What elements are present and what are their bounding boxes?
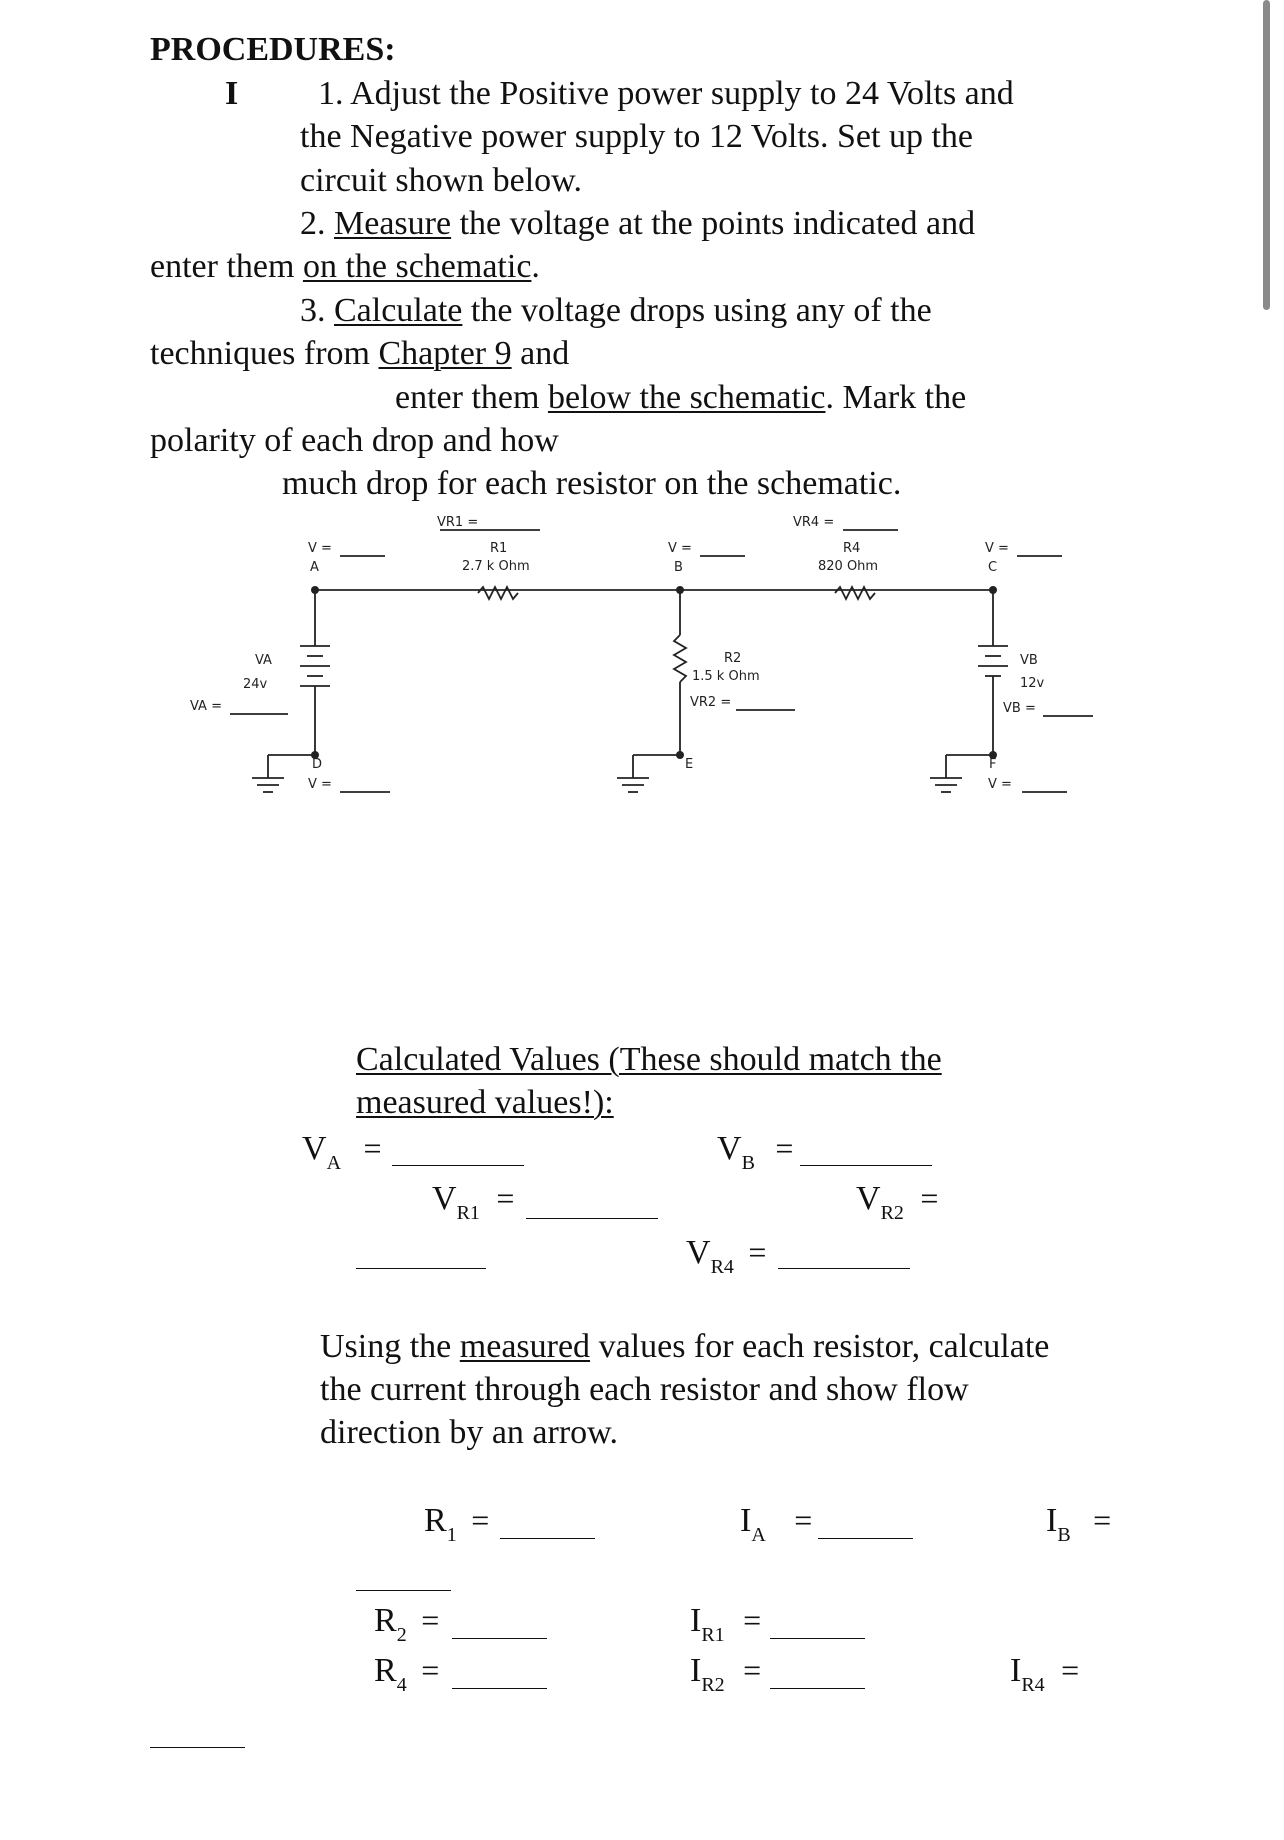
r2-main: R bbox=[374, 1602, 397, 1639]
r4-blank bbox=[452, 1688, 547, 1689]
current-measured-word: measured bbox=[459, 1328, 591, 1365]
calc-va-equals: = bbox=[363, 1130, 382, 1166]
node-e-letter: E bbox=[685, 757, 694, 772]
calc-vr2-blank bbox=[356, 1268, 486, 1269]
calc-vr2-main: V bbox=[856, 1180, 881, 1217]
current-line1-start: Using the bbox=[320, 1328, 460, 1365]
r1-name: R1 bbox=[490, 541, 508, 556]
vb-node-letter: B bbox=[674, 560, 683, 575]
r1-value-label bbox=[424, 1500, 489, 1545]
ir4-equals: = bbox=[1061, 1652, 1080, 1688]
ia-blank bbox=[818, 1538, 913, 1539]
ia-sub: A bbox=[751, 1524, 766, 1546]
va-node-v-label: V = bbox=[308, 541, 332, 556]
source-a-name: VA bbox=[255, 653, 272, 668]
calc-vr2-sub: R2 bbox=[880, 1202, 904, 1224]
calculated-title-line1: Calculated Values (These should match the bbox=[356, 1041, 942, 1078]
r4-zigzag bbox=[835, 587, 875, 599]
calc-vr4-equals: = bbox=[748, 1234, 767, 1270]
current-instructions-line2: the current through each resistor and show flow bbox=[320, 1371, 969, 1408]
r2-name: R2 bbox=[724, 651, 742, 666]
ib-label bbox=[1046, 1500, 1111, 1545]
r2-zigzag bbox=[674, 635, 686, 682]
step2-period: . bbox=[531, 248, 540, 285]
node-b-dot bbox=[676, 586, 684, 594]
step3-rest: the voltage drops using any of the bbox=[462, 292, 932, 329]
calc-vb-main: V bbox=[717, 1130, 742, 1167]
step2-line2 bbox=[150, 247, 540, 287]
step1-line1: 1. Adjust the Positive power supply to 24 Volts and bbox=[318, 75, 1014, 112]
ir1-main: I bbox=[690, 1602, 702, 1639]
step2-line1 bbox=[300, 204, 975, 244]
ir1-equals: = bbox=[743, 1602, 762, 1638]
node-a-dot bbox=[311, 586, 319, 594]
calc-vr1-equals: = bbox=[496, 1180, 515, 1216]
r2-sub: 2 bbox=[396, 1624, 407, 1646]
node-d-v-label: V = bbox=[308, 777, 332, 792]
calc-vb-blank bbox=[800, 1165, 932, 1166]
r4-value: 820 Ohm bbox=[818, 559, 879, 574]
calc-va-main: V bbox=[302, 1130, 327, 1167]
node-e-dot bbox=[676, 751, 684, 759]
calc-vr1-main: V bbox=[432, 1180, 457, 1217]
r4-value-label bbox=[374, 1650, 439, 1695]
current-line1-end: values for each resistor, calculate bbox=[590, 1328, 1050, 1365]
ir2-main: I bbox=[690, 1652, 702, 1689]
calc-vr4-sub: R4 bbox=[710, 1256, 734, 1278]
source-b-drop-label: VB = bbox=[1003, 701, 1036, 716]
step2-line2-text: enter them bbox=[150, 248, 303, 285]
step3-line4: polarity of each drop and how bbox=[150, 422, 559, 459]
r1-sub: 1 bbox=[446, 1524, 457, 1546]
step2-rest: the voltage at the points indicated and bbox=[451, 205, 976, 242]
calc-vb-equals: = bbox=[775, 1130, 794, 1166]
r1-main: R bbox=[424, 1502, 447, 1539]
calc-vr1-blank bbox=[526, 1218, 658, 1219]
calc-va-sub: A bbox=[326, 1152, 342, 1174]
ir4-sub: R4 bbox=[1021, 1674, 1045, 1696]
vr1-label: VR1 = bbox=[437, 515, 479, 530]
r4-equals: = bbox=[421, 1652, 440, 1688]
step3-calculate-word: Calculate bbox=[334, 292, 463, 329]
calc-vr1-label bbox=[432, 1178, 514, 1223]
ia-main: I bbox=[740, 1502, 752, 1539]
r2-value: 1.5 k Ohm bbox=[692, 669, 760, 684]
vc-node-letter: C bbox=[988, 560, 998, 575]
vc-node-v-label: V = bbox=[985, 541, 1009, 556]
ib-equals: = bbox=[1093, 1502, 1112, 1538]
page-title: PROCEDURES: bbox=[150, 31, 396, 68]
section-roman-numeral: I bbox=[225, 75, 239, 112]
calc-vr4-label bbox=[686, 1232, 766, 1277]
step3-line2-end: and bbox=[511, 335, 570, 372]
ia-equals: = bbox=[794, 1502, 813, 1538]
calc-vr4-blank bbox=[778, 1268, 910, 1269]
step3-below-schematic: below the schematic bbox=[547, 379, 826, 416]
step3-line1 bbox=[300, 291, 932, 331]
calc-vb-label bbox=[717, 1128, 793, 1173]
step3-line2-text: techniques from bbox=[150, 335, 379, 372]
ir1-label bbox=[690, 1600, 761, 1645]
calc-vb-sub: B bbox=[741, 1152, 755, 1174]
r4-name: R4 bbox=[843, 541, 861, 556]
ir1-blank bbox=[770, 1638, 865, 1639]
vr2-label: VR2 = bbox=[690, 695, 732, 710]
step3-line3-text: enter them bbox=[395, 379, 548, 416]
ib-blank bbox=[356, 1590, 451, 1591]
node-f-letter: F bbox=[989, 757, 997, 772]
calc-vr4-main: V bbox=[686, 1234, 711, 1271]
step2-number: 2. bbox=[300, 205, 334, 242]
calc-vr2-label bbox=[856, 1178, 938, 1223]
step2-on-schematic: on the schematic bbox=[302, 248, 532, 285]
r1-value: 2.7 k Ohm bbox=[462, 559, 530, 574]
ir2-blank bbox=[770, 1688, 865, 1689]
calc-vr2-equals: = bbox=[920, 1180, 939, 1216]
step3-line2 bbox=[150, 334, 569, 374]
vr4-label: VR4 = bbox=[793, 515, 835, 530]
r4-sub: 4 bbox=[396, 1674, 407, 1696]
step3-chapter-link: Chapter 9 bbox=[378, 335, 512, 372]
r1-zigzag bbox=[478, 587, 518, 599]
ir4-label bbox=[1010, 1650, 1079, 1695]
ib-main: I bbox=[1046, 1502, 1058, 1539]
circuit-schematic bbox=[0, 500, 1284, 830]
ia-label bbox=[740, 1500, 812, 1545]
step3-line3 bbox=[395, 378, 966, 418]
vb-node-v-label: V = bbox=[668, 541, 692, 556]
source-a-value: 24v bbox=[243, 677, 268, 692]
node-d-letter: D bbox=[312, 757, 323, 772]
calculated-title-line2: measured values!): bbox=[356, 1084, 614, 1121]
node-c-dot bbox=[989, 586, 997, 594]
current-instructions-line1 bbox=[320, 1327, 1049, 1367]
ir4-blank bbox=[150, 1747, 245, 1748]
step2-measure-word: Measure bbox=[334, 205, 452, 242]
ir2-sub: R2 bbox=[701, 1674, 725, 1696]
step3-line5: much drop for each resistor on the schematic. bbox=[282, 465, 902, 502]
source-b-name: VB bbox=[1020, 653, 1038, 668]
scrollbar[interactable] bbox=[1263, 0, 1270, 310]
calc-va-label bbox=[302, 1128, 382, 1173]
va-node-letter: A bbox=[310, 560, 319, 575]
step3-number: 3. bbox=[300, 292, 334, 329]
r2-blank bbox=[452, 1638, 547, 1639]
r4-main: R bbox=[374, 1652, 397, 1689]
calc-vr1-sub: R1 bbox=[456, 1202, 480, 1224]
r2-equals: = bbox=[421, 1602, 440, 1638]
ib-sub: B bbox=[1057, 1524, 1071, 1546]
step1-line3: circuit shown below. bbox=[300, 162, 583, 199]
r2-value-label bbox=[374, 1600, 439, 1645]
source-b-value: 12v bbox=[1020, 676, 1045, 691]
ir2-equals: = bbox=[743, 1652, 762, 1688]
node-f-v-label: V = bbox=[988, 777, 1012, 792]
ir1-sub: R1 bbox=[701, 1624, 725, 1646]
ir2-label bbox=[690, 1650, 761, 1695]
current-instructions-line3: direction by an arrow. bbox=[320, 1414, 619, 1451]
r1-equals: = bbox=[471, 1502, 490, 1538]
r1-blank bbox=[500, 1538, 595, 1539]
step3-line3-end: . Mark the bbox=[825, 379, 967, 416]
calc-va-blank bbox=[392, 1165, 524, 1166]
source-a-drop-label: VA = bbox=[190, 699, 222, 714]
ir4-main: I bbox=[1010, 1652, 1022, 1689]
step1-line2: the Negative power supply to 12 Volts. Set up the bbox=[300, 118, 974, 155]
